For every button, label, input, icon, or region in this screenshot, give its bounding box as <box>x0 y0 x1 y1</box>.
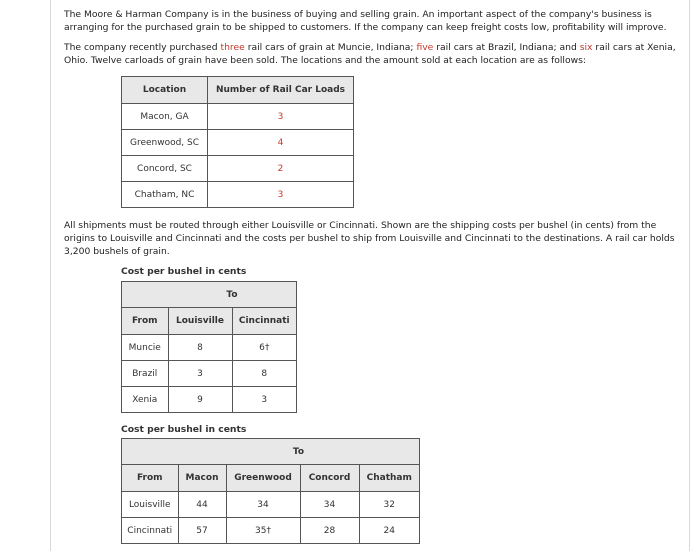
column-header: Louisville <box>168 308 232 335</box>
cost-cell: 35† <box>226 518 300 544</box>
sales-table <box>121 76 354 208</box>
intro-text: rail cars at Brazil, Indiana; and <box>433 42 580 53</box>
location-cell: Greenwood, SC <box>122 130 208 156</box>
cost-table-2-caption: Cost per bushel in cents <box>121 424 247 435</box>
column-header: Cincinnati <box>232 308 297 335</box>
cost-cell: 8 <box>168 335 232 361</box>
highlight-five: five <box>416 42 434 53</box>
empty-header <box>122 439 179 465</box>
intro-paragraph-1: The Moore & Harman Company is in the business of buying and selling grain. An important aspect of the company's business is arranging for the purchased grain to be shipped to customers. If the company can keep freight costs low, profitability will improve. <box>64 9 667 33</box>
table-row <box>122 335 297 361</box>
table-row <box>122 492 420 518</box>
origin-cell: Xenia <box>122 387 169 413</box>
intro-text: rail cars at Xenia, Ohio. Twelve carloads of grain have been sold. The locations and the amount sold at each location are as follows: <box>64 42 676 66</box>
highlight-three: three <box>220 42 245 53</box>
loads-cell: 3 <box>208 104 354 130</box>
shipping-paragraph: All shipments must be routed through either Louisville or Cincinnati. Shown are the shipping costs per bushel (in cents) from the origins to Louisville and Cincinnati and the costs per bushel to ship from Louisville and Cincinnati to the destinations. A rail car holds 3,200 bushels of grain. <box>64 220 675 257</box>
origin-cell: Brazil <box>122 361 169 387</box>
cost-cell: 34 <box>300 492 359 518</box>
empty-header <box>122 282 169 308</box>
to-header: To <box>178 439 420 465</box>
table-row <box>122 156 354 182</box>
loads-cell: 4 <box>208 130 354 156</box>
origin-cell: Muncie <box>122 335 169 361</box>
column-header: Concord <box>300 465 359 492</box>
cost-cell: 28 <box>300 518 359 544</box>
cost-table-destinations <box>121 438 420 544</box>
column-header: Number of Rail Car Loads <box>208 77 354 104</box>
origin-cell: Louisville <box>122 492 179 518</box>
cost-table-1-caption: Cost per bushel in cents <box>121 266 247 277</box>
intro-text: The company recently purchased <box>64 42 221 53</box>
table-row <box>122 130 354 156</box>
column-header: From <box>122 465 179 492</box>
location-cell: Macon, GA <box>122 104 208 130</box>
table-row <box>122 104 354 130</box>
cost-table-origins <box>121 281 297 413</box>
cost-cell: 24 <box>359 518 420 544</box>
cost-cell: 8 <box>232 361 297 387</box>
column-header: Greenwood <box>226 465 300 492</box>
highlight-six: six <box>579 42 593 53</box>
table-row <box>122 518 420 544</box>
intro-paragraph-2 <box>64 41 684 67</box>
column-header: Chatham <box>359 465 420 492</box>
table-row <box>122 387 297 413</box>
cost-cell: 34 <box>226 492 300 518</box>
cost-cell: 44 <box>178 492 226 518</box>
cost-cell: 9 <box>168 387 232 413</box>
to-header: To <box>168 282 297 308</box>
loads-cell: 3 <box>208 182 354 208</box>
table-row <box>122 182 354 208</box>
column-header: Macon <box>178 465 226 492</box>
cost-cell: 3 <box>168 361 232 387</box>
cost-cell: 57 <box>178 518 226 544</box>
location-cell: Chatham, NC <box>122 182 208 208</box>
cost-cell: 3 <box>232 387 297 413</box>
location-cell: Concord, SC <box>122 156 208 182</box>
column-header: Location <box>122 77 208 104</box>
loads-cell: 2 <box>208 156 354 182</box>
table-row <box>122 361 297 387</box>
intro-text: rail cars of grain at Muncie, Indiana; <box>244 42 417 53</box>
cost-cell: 6† <box>232 335 297 361</box>
origin-cell: Cincinnati <box>122 518 179 544</box>
column-header: From <box>122 308 169 335</box>
cost-cell: 32 <box>359 492 420 518</box>
